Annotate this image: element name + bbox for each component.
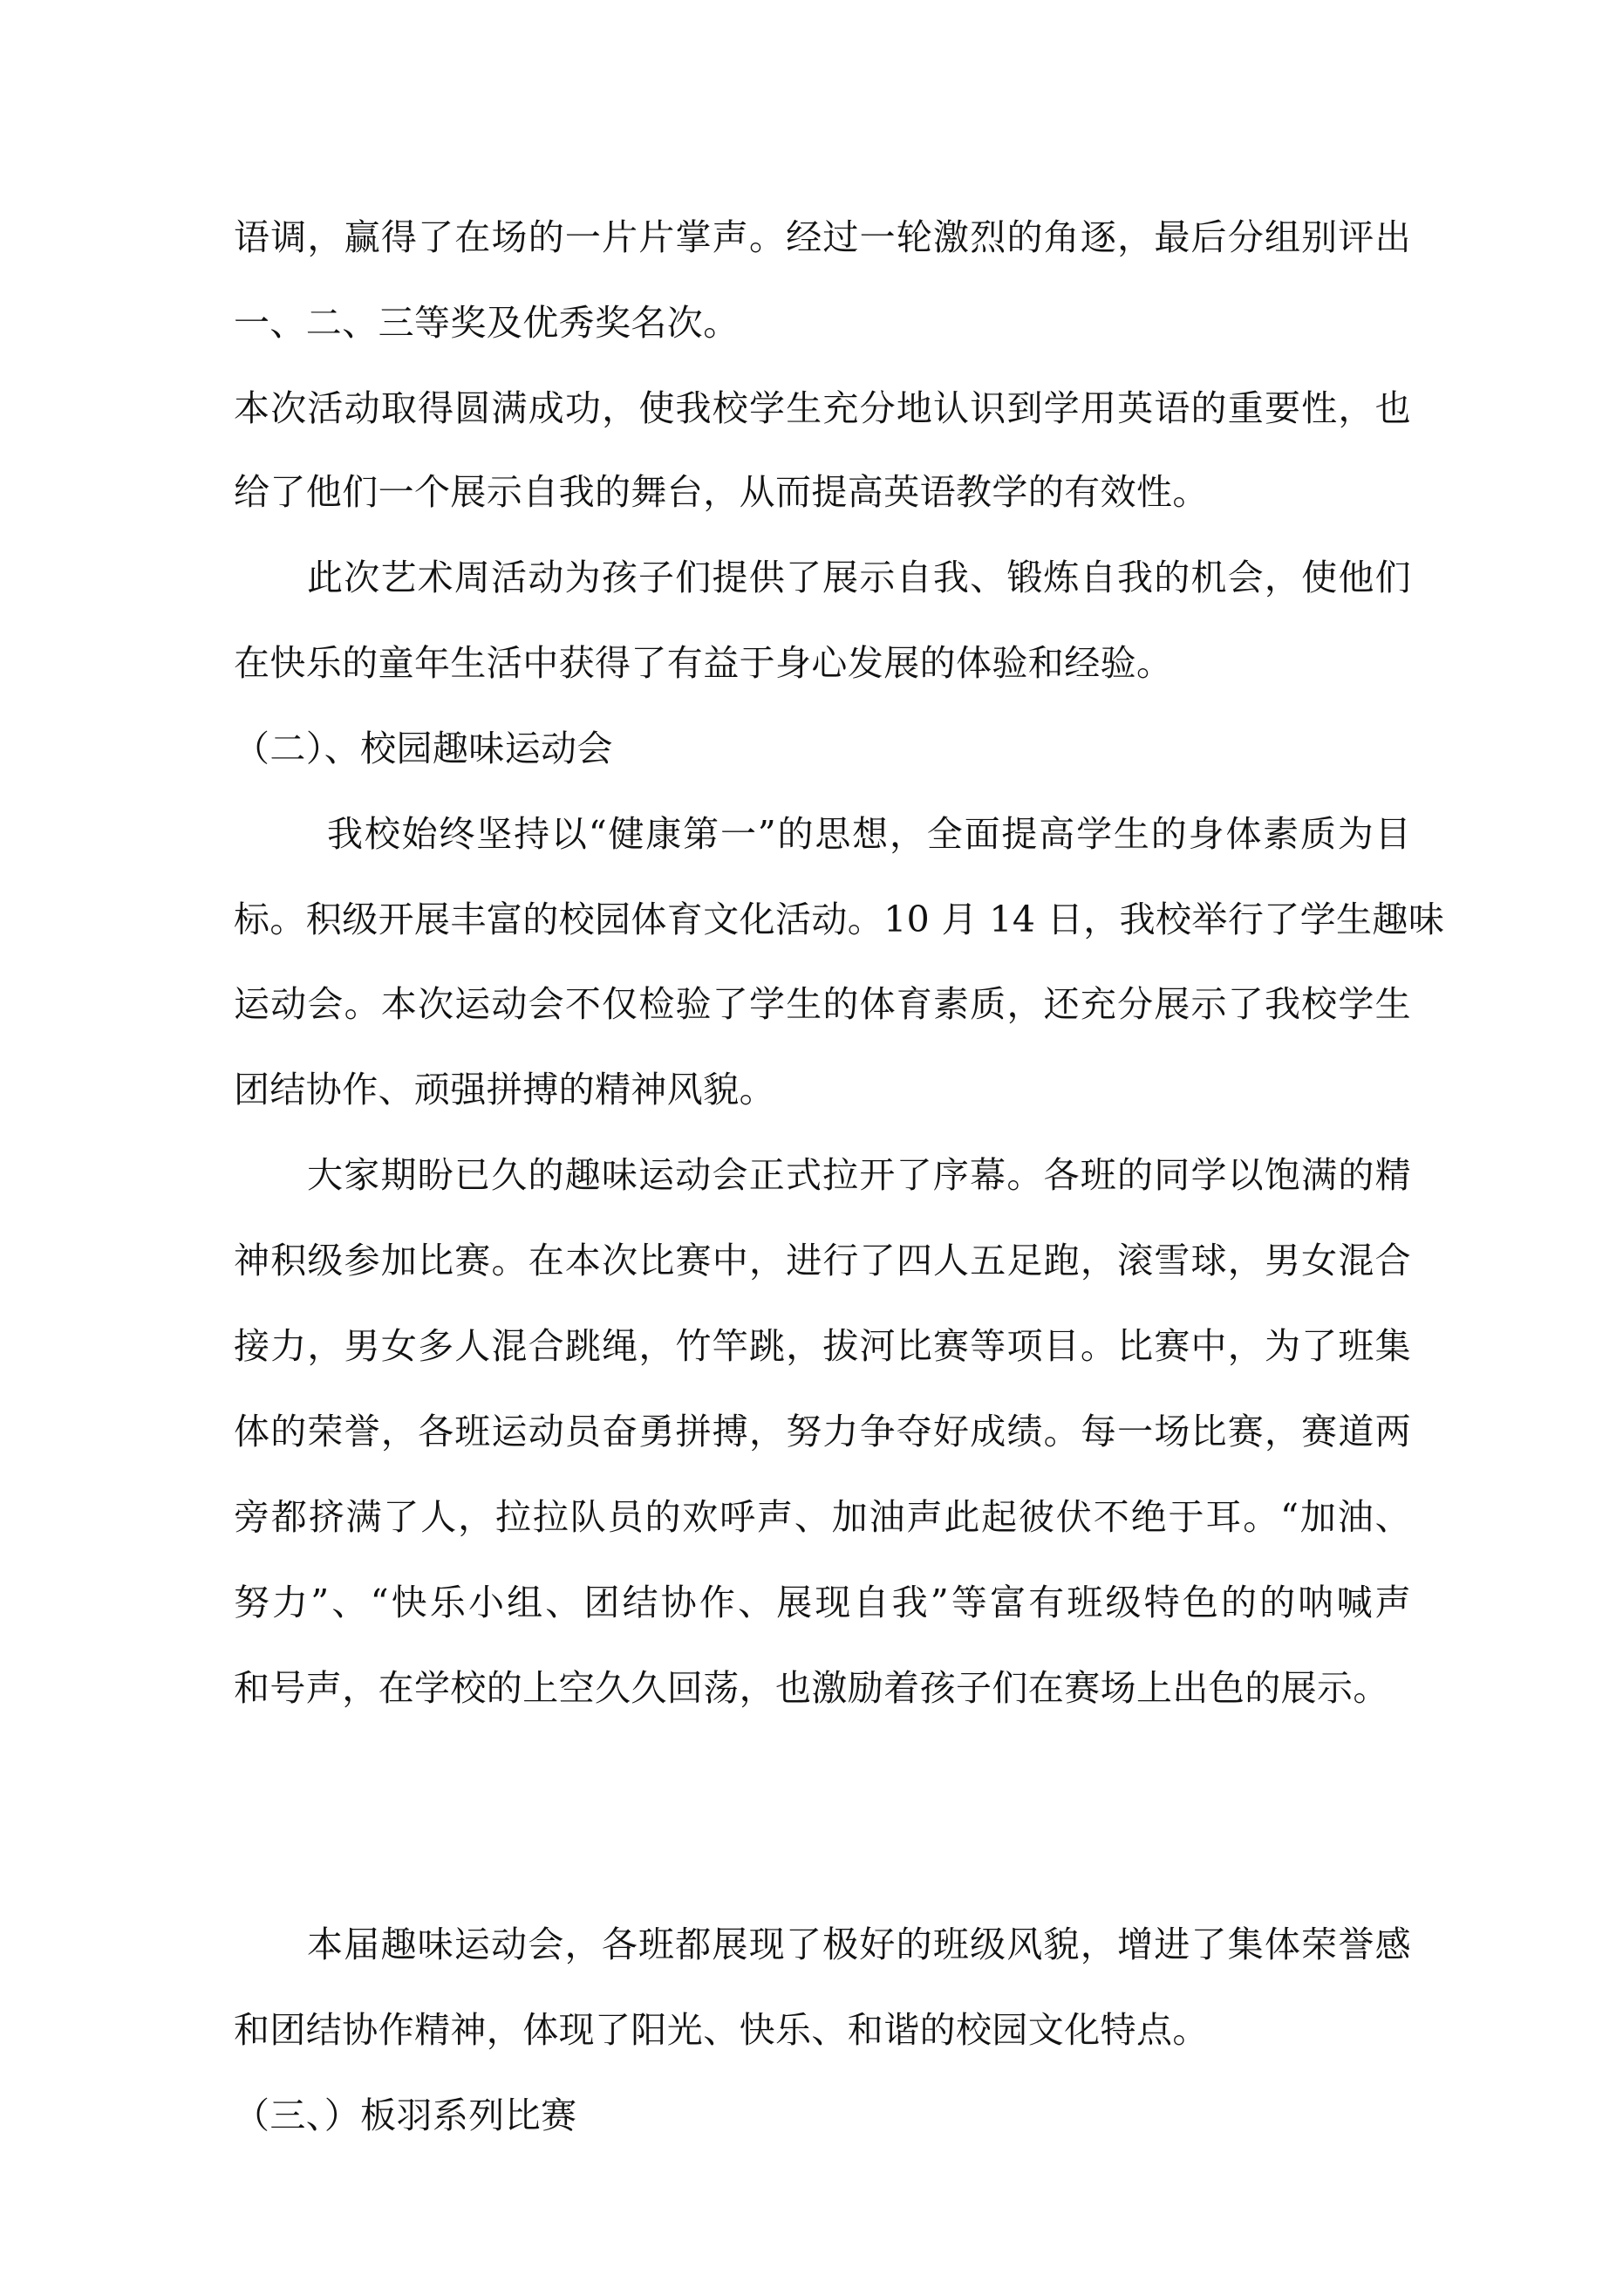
paragraph-line: 旁都挤满了人，拉拉队员的欢呼声、加油声此起彼伏不绝于耳。“加油、 bbox=[234, 1496, 1411, 1538]
paragraph-line: 体的荣誉，各班运动员奋勇拼搏，努力争夺好成绩。每一场比赛，赛道两 bbox=[234, 1411, 1411, 1452]
paragraph-line: 一、二、三等奖及优秀奖名次。 bbox=[234, 302, 740, 344]
paragraph-line: 和团结协作精神，体现了阳光、快乐、和谐的校园文化特点。 bbox=[234, 2009, 1209, 2051]
section-heading: （三、）板羽系列比赛 bbox=[234, 2094, 577, 2136]
paragraph-line: 语调，赢得了在场的一片片掌声。经过一轮激烈的角逐，最后分组别评出 bbox=[234, 216, 1411, 258]
paragraph-line: 此次艺术周活动为孩子们提供了展示自我、锻炼自我的机会，使他们 bbox=[307, 557, 1411, 598]
paragraph-line: 大家期盼已久的趣味运动会正式拉开了序幕。各班的同学以饱满的精 bbox=[307, 1154, 1411, 1196]
paragraph-line: 本届趣味运动会，各班都展现了极好的班级风貌，增进了集体荣誉感 bbox=[307, 1924, 1411, 1965]
paragraph-line: 和号声，在学校的上空久久回荡，也激励着孩子们在赛场上出色的展示。 bbox=[234, 1667, 1389, 1709]
paragraph-line: 团结协作、顽强拼搏的精神风貌。 bbox=[234, 1069, 775, 1110]
paragraph-line: 在快乐的童年生活中获得了有益于身心发展的体验和经验。 bbox=[234, 642, 1173, 684]
paragraph-line: 神积级参加比赛。在本次比赛中，进行了四人五足跑，滚雪球，男女混合 bbox=[234, 1240, 1411, 1281]
paragraph-line: 我校始终坚持以“健康第一”的思想，全面提高学生的身体素质为目 bbox=[327, 813, 1411, 855]
paragraph-line: 运动会。本次运动会不仅检验了学生的体育素质，还充分展示了我校学生 bbox=[234, 983, 1411, 1025]
paragraph-line: 给了他们一个展示自我的舞台，从而提高英语教学的有效性。 bbox=[234, 471, 1209, 513]
paragraph-line: 接力，男女多人混合跳绳，竹竿跳，拔河比赛等项目。比赛中，为了班集 bbox=[234, 1325, 1411, 1367]
paragraph-line: 本次活动取得圆满成功，使我校学生充分地认识到学用英语的重要性，也 bbox=[234, 387, 1411, 429]
paragraph-line: 努力”、“快乐小组、团结协作、展现自我”等富有班级特色的的呐喊声 bbox=[234, 1582, 1411, 1623]
paragraph-line: 标。积级开展丰富的校园体育文化活动。10 月 14 日，我校举行了学生趣味 bbox=[234, 899, 1445, 940]
section-heading: （二）、校园趣味运动会 bbox=[234, 728, 613, 769]
